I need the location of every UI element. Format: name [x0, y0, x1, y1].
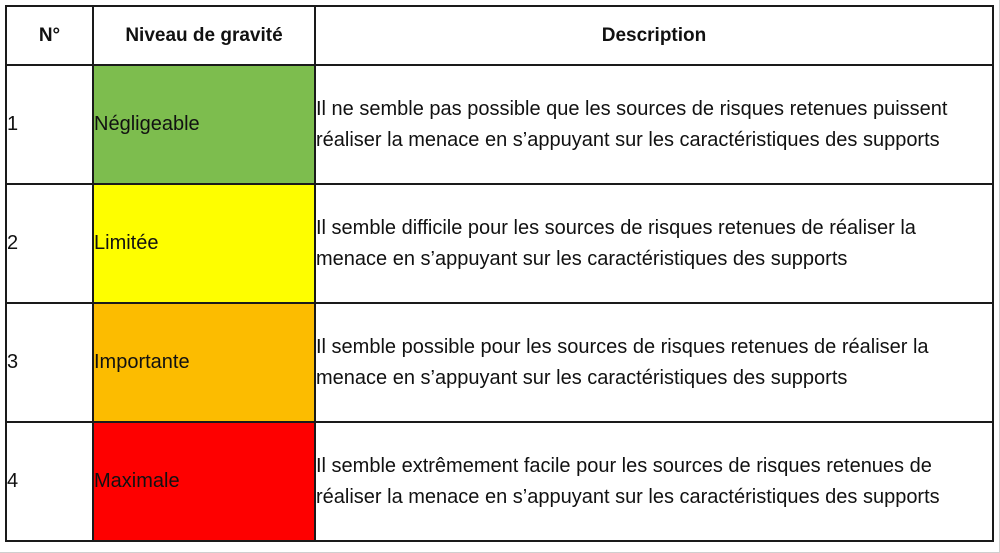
description-cell: Il semble extrêmement facile pour les sources de risques retenues de réaliser la menace en s’appuyant sur les caractéristiques des supports	[315, 422, 993, 541]
table-row	[6, 303, 993, 422]
severity-level-cell: Maximale	[93, 422, 315, 541]
description-cell: Il semble possible pour les sources de risques retenues de réaliser la menace en s’appuyant sur les caractéristiques des supports	[315, 303, 993, 422]
row-number: 3	[6, 303, 93, 422]
severity-level-cell: Limitée	[93, 184, 315, 303]
header-number: N°	[6, 6, 93, 65]
header-description: Description	[315, 6, 993, 65]
row-number: 1	[6, 65, 93, 184]
severity-table	[5, 5, 994, 542]
description-cell: Il semble difficile pour les sources de risques retenues de réaliser la menace en s’appuyant sur les caractéristiques des supports	[315, 184, 993, 303]
table-row	[6, 65, 993, 184]
table-row	[6, 184, 993, 303]
table-row	[6, 422, 993, 541]
header-severity-level: Niveau de gravité	[93, 6, 315, 65]
severity-level-cell: Négligeable	[93, 65, 315, 184]
header-row	[6, 6, 993, 65]
severity-level-cell: Importante	[93, 303, 315, 422]
description-cell: Il ne semble pas possible que les sources de risques retenues puissent réaliser la menace en s’appuyant sur les caractéristiques des supports	[315, 65, 993, 184]
row-number: 4	[6, 422, 93, 541]
row-number: 2	[6, 184, 93, 303]
